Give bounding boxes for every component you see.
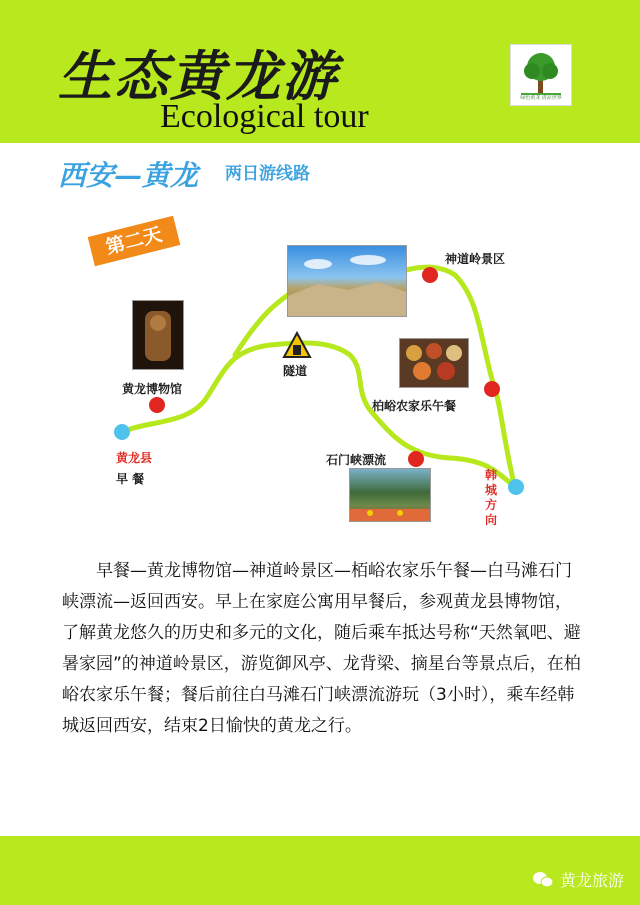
day-tag: 第二天 bbox=[88, 216, 181, 266]
route-subtitle: 两日游线路 bbox=[225, 164, 310, 184]
footer-brand bbox=[532, 868, 624, 891]
label-museum: 黄龙博物馆 bbox=[122, 382, 183, 396]
wechat-icon bbox=[532, 871, 554, 889]
page-title: 生态黄龙游 bbox=[58, 44, 338, 108]
stop-museum bbox=[149, 397, 165, 413]
endpoint-hancheng bbox=[508, 479, 524, 495]
label-breakfast: 早 餐 bbox=[116, 472, 145, 486]
footer-brand-text: 黄龙旅游 bbox=[559, 871, 624, 890]
description-text: 早餐—黄龙博物馆—神道岭景区—栢峪农家乐午餐—白马滩石门峡漂流—返回西安。早上在家庭公寓用早餐后，参观黄龙县博物馆，了解黄龙悠久的历史和多元的文化，随后乘车抵达号称“天然氧吧、避暑家园”的神道岭景区，游览御风亭、龙背梁、摘星台等景点后，在柏峪农家乐午餐；餐后前往白马滩石门峡漂流游玩（3小时），乘车经韩城返回西安，结束2日愉快的黄龙之行。 bbox=[62, 561, 581, 736]
footer-banner bbox=[0, 836, 640, 905]
photo-shendaoling bbox=[287, 245, 407, 317]
stop-baiyu bbox=[484, 381, 500, 397]
route-title: 西安—黄龙 bbox=[58, 159, 199, 192]
endpoint-huanglong bbox=[114, 424, 130, 440]
label-baiyu: 柏峪农家乐午餐 bbox=[372, 399, 457, 413]
label-shendaoling: 神道岭景区 bbox=[445, 252, 506, 266]
photo-museum-statue bbox=[132, 300, 184, 370]
label-hancheng: 韩城方向 bbox=[485, 468, 498, 527]
logo-text: 绿色黄龙 清凉世界 bbox=[520, 95, 562, 101]
route-description bbox=[62, 556, 582, 742]
stop-shimenxia bbox=[408, 451, 424, 467]
label-huanglong-county: 黄龙县 bbox=[116, 451, 153, 465]
stop-shendaoling bbox=[422, 267, 438, 283]
label-shimenxia: 石门峡漂流 bbox=[326, 453, 387, 467]
photo-shimenxia-rafting bbox=[349, 468, 431, 522]
page-subtitle-en: Ecological tour bbox=[160, 98, 369, 135]
label-tunnel: 隧道 bbox=[283, 364, 308, 378]
photo-baiyu-lunch bbox=[399, 338, 469, 388]
